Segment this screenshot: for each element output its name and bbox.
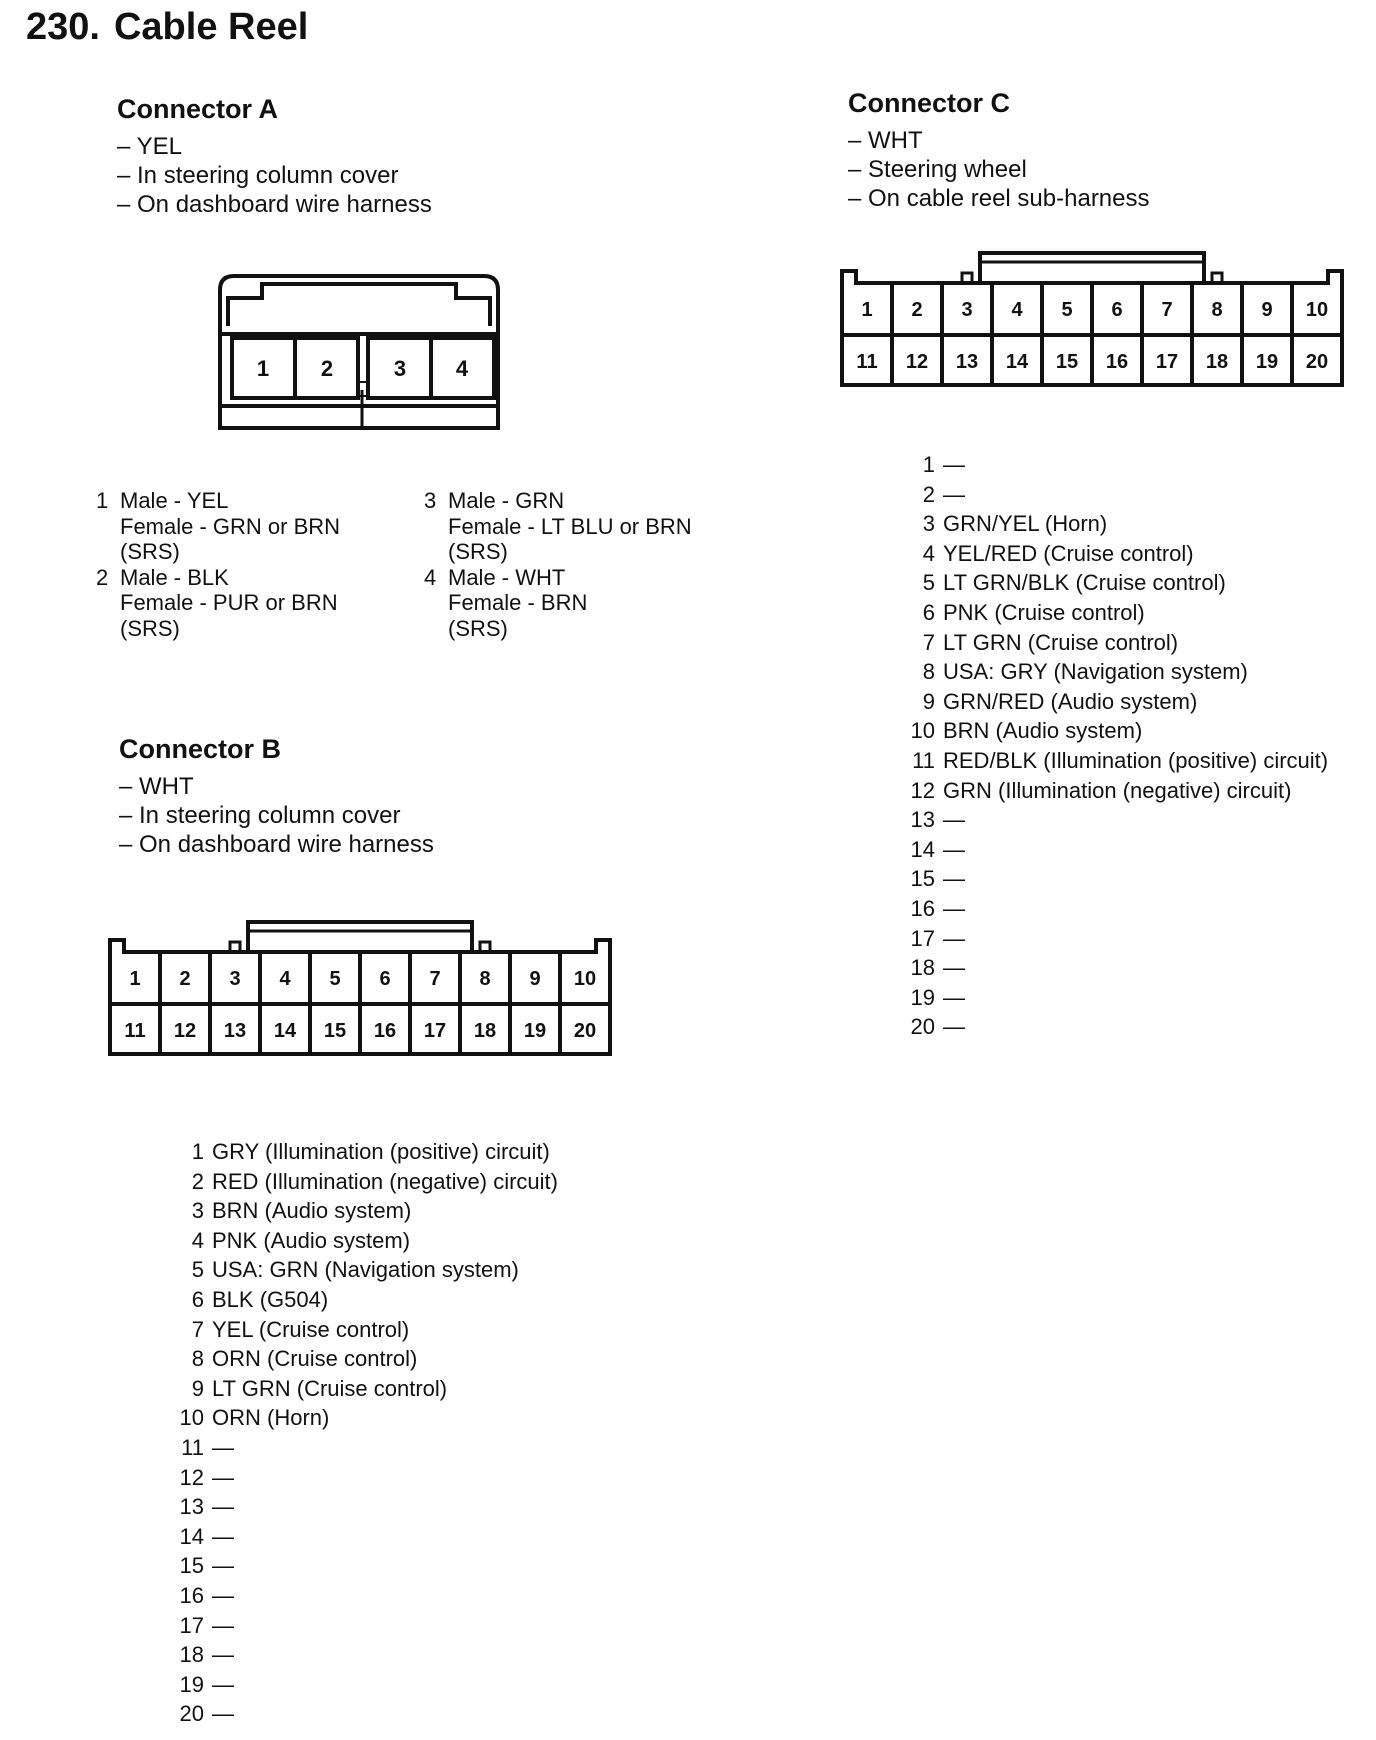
- pin-number: 9: [191, 1375, 204, 1401]
- pin-male-color: Male - GRN: [448, 488, 565, 513]
- pin-number: 17: [910, 925, 935, 951]
- page-title: [26, 6, 308, 49]
- pin-number: 3: [424, 488, 437, 513]
- pin-number: 19: [179, 1671, 204, 1697]
- connector-c-pin: [909, 716, 1328, 746]
- pin-description: —: [943, 984, 965, 1010]
- pin-number: 1: [922, 452, 935, 477]
- connector-b-pin: [178, 1699, 558, 1729]
- connector-c-cavity-12: 12: [905, 351, 929, 373]
- connector-b-pin: [178, 1551, 558, 1581]
- connector-b-pin: [178, 1581, 558, 1611]
- pin-system: (SRS): [120, 539, 180, 564]
- pin-number: 4: [191, 1227, 204, 1253]
- pin-number: 3: [922, 511, 935, 537]
- connector-c-pin: [909, 450, 1328, 480]
- connector-a-title: Connector A: [117, 94, 278, 124]
- connector-c-pin: [909, 598, 1328, 628]
- connector-c-harness: – On cable reel sub-harness: [848, 185, 1150, 212]
- connector-c-attributes: [848, 126, 1150, 213]
- pin-male-color: Male - WHT: [448, 564, 566, 590]
- connector-b-pin: [178, 1463, 558, 1493]
- pin-system: (SRS): [120, 615, 180, 641]
- pin-system: (SRS): [448, 615, 508, 641]
- connector-c-cavity-4: 4: [1011, 299, 1023, 321]
- pin-description: GRN/YEL (Horn): [943, 511, 1108, 537]
- connector-b-cavity-1: 1: [129, 968, 141, 990]
- connector-b-pin: [178, 1611, 558, 1641]
- pin-description: YEL (Cruise control): [212, 1316, 410, 1342]
- connector-c-cavity-19: 19: [1255, 351, 1279, 373]
- pin-female-color: Female - LT BLU or BRN: [448, 513, 692, 539]
- pin-number: 11: [912, 747, 935, 773]
- pin-description: —: [212, 1642, 234, 1668]
- connector-a-pin-list-left: [96, 488, 340, 641]
- connector-c-pin: [909, 864, 1328, 894]
- connector-b-cavity-19: 19: [523, 1020, 547, 1042]
- connector-b-cavity-8: 8: [479, 968, 491, 990]
- connector-b-cavity-15: 15: [323, 1020, 347, 1042]
- pin-description: —: [943, 836, 965, 862]
- pin-number: 6: [922, 599, 935, 625]
- pin-description: BLK (G504): [212, 1286, 329, 1312]
- pin-description: BRN (Audio system): [943, 718, 1143, 744]
- connector-c-title: Connector C: [848, 88, 1010, 118]
- pin-number: 2: [191, 1168, 204, 1194]
- connector-c-pin: [909, 568, 1328, 598]
- pin-number: 4: [424, 564, 437, 590]
- connector-a-harness: – On dashboard wire harness: [117, 191, 432, 218]
- pin-description: GRN (Illumination (negative) circuit): [943, 777, 1292, 803]
- connector-c-cavity-10: 10: [1305, 299, 1329, 321]
- pin-number: 14: [910, 836, 935, 862]
- connector-b-pin: [178, 1137, 558, 1167]
- pin-female-color: Female - GRN or BRN: [120, 513, 341, 539]
- connector-a-pin: [424, 488, 692, 565]
- pin-number: 20: [179, 1701, 204, 1727]
- connector-b-diagram: [108, 920, 618, 1070]
- connector-c-cavity-16: 16: [1105, 351, 1129, 373]
- connector-c-color: – WHT: [848, 127, 923, 154]
- connector-a-pin-list-right: [424, 488, 692, 641]
- connector-a-cavity-2: 2: [320, 356, 334, 381]
- pin-number: 2: [922, 481, 935, 507]
- connector-c-pin: [909, 953, 1328, 983]
- connector-c-cavity-13: 13: [955, 351, 979, 373]
- pin-system: (SRS): [448, 539, 508, 564]
- connector-b-pin: [178, 1670, 558, 1700]
- pin-description: —: [943, 1014, 965, 1040]
- connector-c-pin: [909, 835, 1328, 865]
- pin-number: 9: [922, 688, 935, 714]
- connector-b-pin: [178, 1196, 558, 1226]
- connector-b-cavity-3: 3: [229, 968, 241, 990]
- connector-b-cavity-18: 18: [473, 1020, 497, 1042]
- pin-description: —: [943, 452, 965, 477]
- pin-number: 8: [922, 659, 935, 685]
- pin-number: 16: [910, 895, 935, 921]
- connector-c-cavity-1: 1: [861, 299, 873, 321]
- connector-b-cavity-14: 14: [273, 1020, 297, 1042]
- pin-description: LT GRN (Cruise control): [943, 629, 1179, 655]
- connector-c-pin: [909, 657, 1328, 687]
- connector-c-location: – Steering wheel: [848, 156, 1027, 183]
- connector-c-pin: [909, 776, 1328, 806]
- pin-number: 17: [179, 1612, 204, 1638]
- pin-number: 20: [910, 1014, 935, 1040]
- connector-b-pin: [178, 1167, 558, 1197]
- pin-description: —: [212, 1701, 234, 1727]
- pin-number: 3: [191, 1198, 204, 1224]
- connector-a-pin: [96, 488, 340, 565]
- connector-c-pin: [909, 1012, 1328, 1042]
- pin-number: 13: [179, 1494, 204, 1520]
- pin-description: ORN (Cruise control): [212, 1346, 418, 1372]
- connector-c-diagram: [840, 251, 1350, 401]
- pin-description: —: [212, 1494, 234, 1520]
- pin-description: —: [212, 1434, 234, 1460]
- page-number: 230.: [26, 6, 100, 48]
- connector-c-pin: [909, 805, 1328, 835]
- connector-c-pin: [909, 509, 1328, 539]
- connector-c-pin: [909, 894, 1328, 924]
- pin-description: RED/BLK (Illumination (positive) circuit): [943, 747, 1329, 773]
- connector-c-pin: [909, 924, 1328, 954]
- connector-c-cavity-14: 14: [1005, 351, 1029, 373]
- connector-c-cavity-20: 20: [1305, 351, 1329, 373]
- connector-c-cavity-17: 17: [1155, 351, 1179, 373]
- connector-b-cavity-6: 6: [379, 968, 391, 990]
- connector-b-pin: [178, 1315, 558, 1345]
- connector-a-cavity-1: 1: [256, 356, 270, 381]
- connector-b-location: – In steering column cover: [119, 802, 401, 829]
- connector-b-pin: [178, 1522, 558, 1552]
- connector-b-cavity-11: 11: [124, 1020, 146, 1042]
- connector-c-cavity-7: 7: [1161, 299, 1173, 321]
- connector-a-cavity-3: 3: [393, 356, 407, 381]
- connector-a-location: – In steering column cover: [117, 162, 399, 189]
- connector-b-cavity-16: 16: [373, 1020, 397, 1042]
- pin-number: 6: [191, 1286, 204, 1312]
- connector-b-pin: [178, 1226, 558, 1256]
- pin-male-color: Male - BLK: [120, 564, 229, 590]
- connector-b-pin: [178, 1433, 558, 1463]
- pin-number: 19: [910, 984, 935, 1010]
- pin-description: —: [212, 1553, 234, 1579]
- pin-description: LT GRN (Cruise control): [212, 1375, 448, 1401]
- pin-description: —: [212, 1523, 234, 1549]
- connector-c-cavity-2: 2: [911, 299, 923, 321]
- pin-male-color: Male - YEL: [120, 488, 229, 513]
- connector-c-pin: [909, 746, 1328, 776]
- connector-a-pin: [424, 565, 692, 642]
- connector-c-cavity-6: 6: [1111, 299, 1123, 321]
- connector-c-cavity-9: 9: [1261, 299, 1273, 321]
- pin-number: 16: [179, 1582, 204, 1608]
- connector-b-pin: [178, 1255, 558, 1285]
- connector-a-diagram: [210, 270, 510, 430]
- pin-description: —: [212, 1582, 234, 1608]
- pin-number: 18: [179, 1642, 204, 1668]
- pin-female-color: Female - PUR or BRN: [120, 590, 338, 615]
- pin-description: USA: GRY (Navigation system): [943, 659, 1248, 685]
- pin-number: 15: [179, 1553, 204, 1579]
- connector-b-cavity-4: 4: [279, 968, 291, 990]
- pin-number: 8: [191, 1346, 204, 1372]
- connector-c-cavity-8: 8: [1211, 299, 1223, 321]
- connector-c-pin: [909, 687, 1328, 717]
- page-title-text: Cable Reel: [113, 6, 309, 48]
- pin-number: 4: [922, 540, 935, 566]
- pin-description: —: [943, 925, 965, 951]
- connector-b-pin: [178, 1403, 558, 1433]
- connector-c-pin-list: [909, 450, 1328, 1042]
- connector-b-pin: [178, 1374, 558, 1404]
- pin-number: 10: [910, 718, 935, 744]
- pin-number: 12: [910, 777, 935, 803]
- pin-description: GRY (Illumination (positive) circuit): [212, 1139, 550, 1164]
- pin-description: PNK (Audio system): [212, 1227, 411, 1253]
- pin-description: PNK (Cruise control): [943, 599, 1145, 625]
- connector-b-color: – WHT: [119, 773, 194, 800]
- pin-description: LT GRN/BLK (Cruise control): [943, 570, 1226, 596]
- connector-c-cavity-18: 18: [1205, 351, 1229, 373]
- pin-number: 1: [191, 1139, 204, 1164]
- connector-c-cavity-15: 15: [1055, 351, 1079, 373]
- pin-number: 7: [191, 1316, 204, 1342]
- connector-a-color: – YEL: [117, 133, 182, 160]
- pin-description: —: [943, 866, 965, 892]
- connector-b-cavity-12: 12: [173, 1020, 197, 1042]
- pin-description: GRN/RED (Audio system): [943, 688, 1198, 714]
- pin-description: USA: GRN (Navigation system): [212, 1257, 519, 1283]
- connector-b-pin: [178, 1492, 558, 1522]
- connector-b-pin: [178, 1344, 558, 1374]
- connector-c-pin: [909, 983, 1328, 1013]
- connector-b-cavity-17: 17: [423, 1020, 447, 1042]
- pin-number: 15: [910, 866, 935, 892]
- pin-number: 2: [96, 564, 109, 590]
- pin-description: —: [212, 1671, 234, 1697]
- pin-number: 5: [922, 570, 935, 596]
- pin-number: 10: [179, 1405, 204, 1431]
- pin-description: —: [943, 895, 965, 921]
- connector-a-cavity-4: 4: [455, 356, 469, 381]
- pin-number: 12: [179, 1464, 204, 1490]
- connector-b-cavity-5: 5: [329, 968, 341, 990]
- pin-description: —: [212, 1612, 234, 1638]
- connector-c-pin: [909, 628, 1328, 658]
- connector-b-pin-list: [178, 1137, 558, 1729]
- connector-b-cavity-10: 10: [573, 968, 597, 990]
- connector-b-cavity-13: 13: [223, 1020, 247, 1042]
- pin-description: —: [212, 1464, 234, 1490]
- connector-b-cavity-20: 20: [573, 1020, 597, 1042]
- connector-c-pin: [909, 539, 1328, 569]
- pin-number: 13: [910, 807, 935, 833]
- pin-description: ORN (Horn): [212, 1405, 330, 1431]
- pin-number: 18: [910, 955, 935, 981]
- pin-description: YEL/RED (Cruise control): [943, 540, 1194, 566]
- pin-number: 14: [179, 1523, 204, 1549]
- pin-description: BRN (Audio system): [212, 1198, 412, 1224]
- connector-c-pin: [909, 480, 1328, 510]
- connector-c-cavity-5: 5: [1061, 299, 1073, 321]
- pin-description: —: [943, 955, 965, 981]
- connector-b-pin: [178, 1640, 558, 1670]
- connector-b-pin: [178, 1285, 558, 1315]
- connector-b-title: Connector B: [119, 734, 281, 764]
- pin-number: 5: [191, 1257, 204, 1283]
- pin-description: —: [943, 807, 965, 833]
- pin-number: 7: [922, 629, 935, 655]
- connector-c-cavity-11: 11: [856, 351, 878, 373]
- connector-b-cavity-7: 7: [429, 968, 441, 990]
- connector-b-attributes: [119, 772, 434, 859]
- connector-c-cavity-3: 3: [961, 299, 973, 321]
- pin-female-color: Female - BRN: [448, 590, 588, 615]
- pin-number: 11: [181, 1434, 204, 1460]
- pin-description: RED (Illumination (negative) circuit): [212, 1168, 558, 1194]
- pin-description: —: [943, 481, 965, 507]
- connector-a-pin: [96, 565, 340, 642]
- connector-b-cavity-2: 2: [179, 968, 191, 990]
- connector-b-cavity-9: 9: [529, 968, 541, 990]
- connector-a-attributes: [117, 132, 432, 219]
- connector-b-harness: – On dashboard wire harness: [119, 831, 434, 858]
- pin-number: 1: [96, 488, 109, 513]
